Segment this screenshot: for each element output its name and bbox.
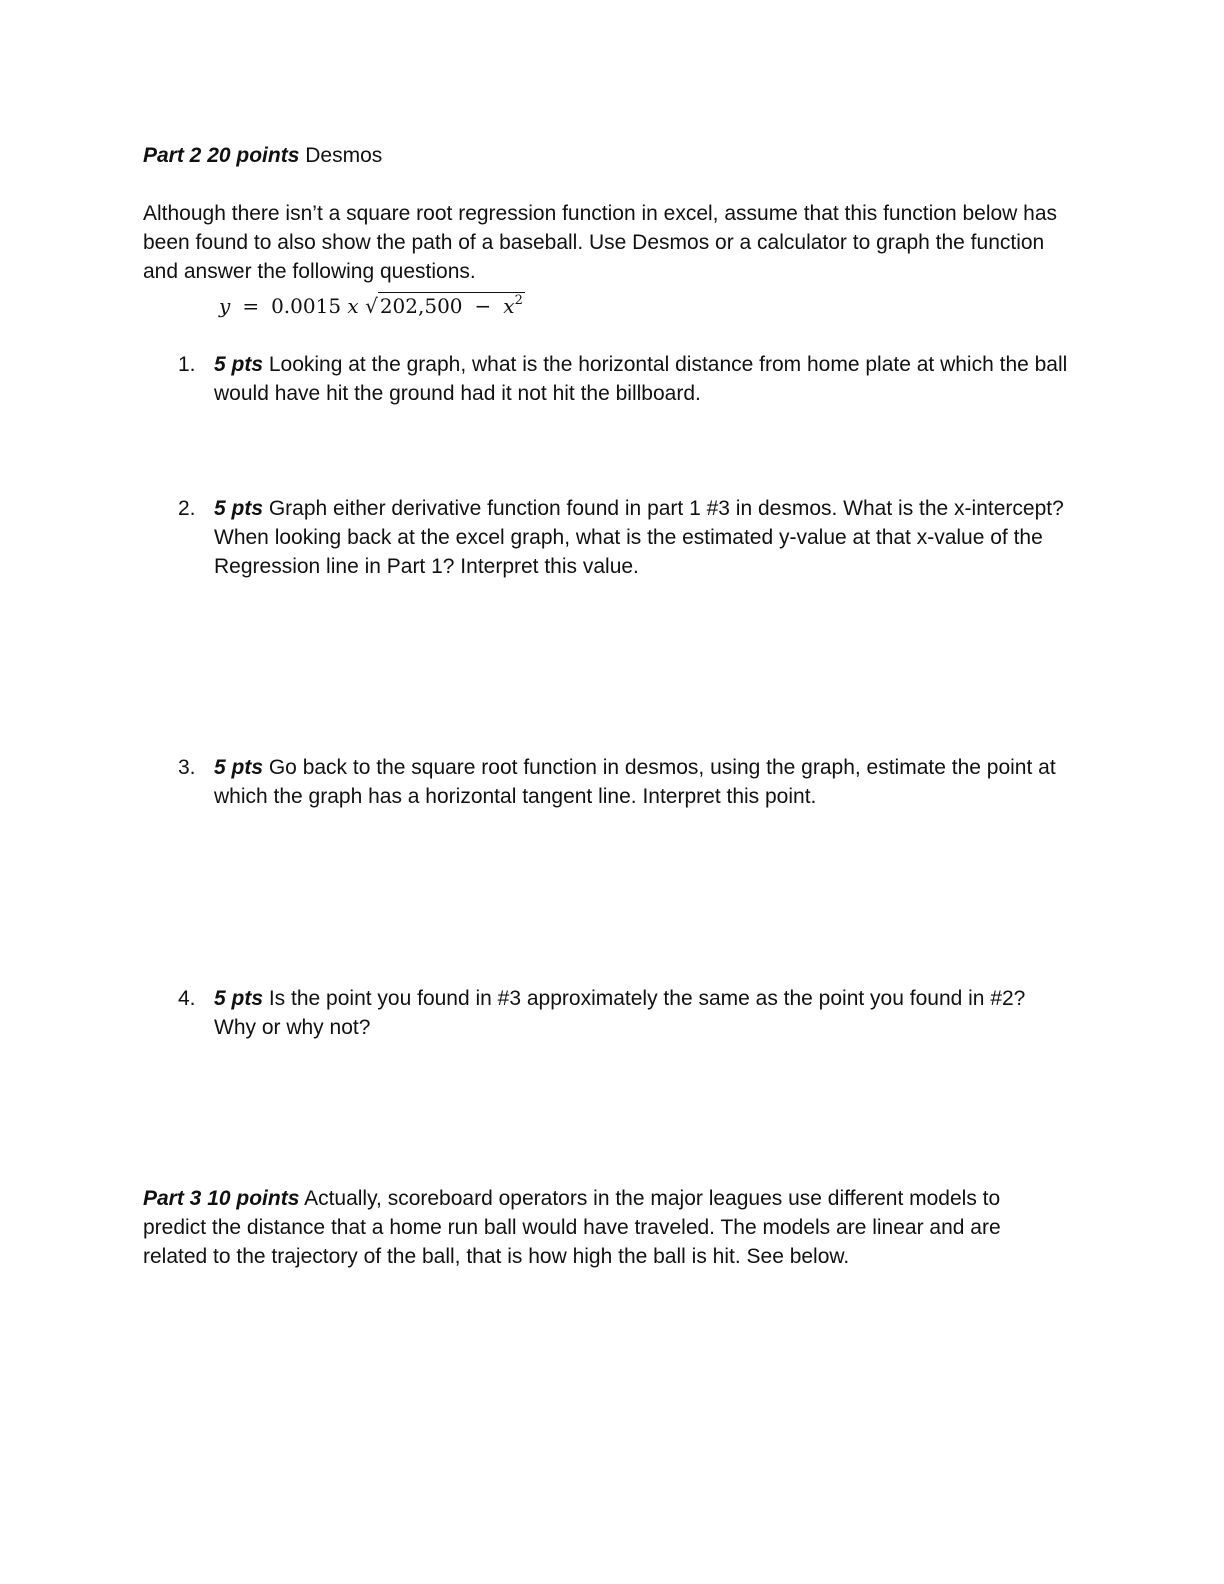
question-text <box>214 350 1068 408</box>
question-body: Looking at the graph, what is the horizontal distance from home plate at which the ball would have hit the ground had it not hit the billboard. <box>214 353 1068 405</box>
equation-equals: = <box>242 294 260 318</box>
equation-lhs: y <box>219 294 231 318</box>
question-number: 3. <box>178 756 196 779</box>
question-text <box>214 494 1068 581</box>
question-body: Is the point you found in #3 approximately the same as the point you found in #2? Why or why not? <box>214 987 1026 1039</box>
part3-paragraph <box>143 1184 1068 1271</box>
question-1 <box>178 350 1068 408</box>
question-points: 5 pts <box>214 353 264 376</box>
part3-text: Actually, scoreboard operators in the major leagues use different models to predict the distance that a home run ball would have traveled. The models are linear and are related to the trajectory of the ball, that is how high the ball is hit. See below. <box>143 1187 1001 1268</box>
part3-heading-bold: Part 3 10 points <box>143 1187 300 1210</box>
radicand-constant: 202,500 <box>379 294 463 318</box>
part2-heading <box>143 141 1073 170</box>
radicand <box>378 292 525 319</box>
equation-variable: x <box>347 294 359 318</box>
question-points: 5 pts <box>214 756 264 779</box>
square-root <box>365 290 525 322</box>
part2-heading-bold: Part 2 20 points <box>143 144 300 167</box>
radicand-minus: − <box>474 294 492 318</box>
question-number: 1. <box>178 353 196 376</box>
question-body: Go back to the square root function in desmos, using the graph, estimate the point at which the graph has a horizontal tangent line. Interpret this point. <box>214 756 1056 808</box>
part2-heading-rest: Desmos <box>299 144 383 167</box>
radicand-variable: x <box>503 294 515 318</box>
question-number: 2. <box>178 497 196 520</box>
question-3 <box>178 753 1068 811</box>
question-text <box>214 753 1068 811</box>
equation-coefficient: 0.0015 <box>271 294 342 318</box>
question-body: Graph either derivative function found in part 1 #3 in desmos. What is the x-intercept? When looking back at the excel graph, what is the estimated y-value at that x-value of the Regression line in Part 1? Interpret this value. <box>214 497 1064 578</box>
question-number: 4. <box>178 987 196 1010</box>
question-2 <box>178 494 1068 581</box>
question-points: 5 pts <box>214 987 264 1010</box>
question-text <box>214 984 1068 1042</box>
question-4 <box>178 984 1068 1042</box>
question-points: 5 pts <box>214 497 264 520</box>
part2-intro: Although there isn’t a square root regression function in excel, assume that this function below has been found to also show the path of a baseball. Use Desmos or a calculator to graph the function and answer the following questions. <box>143 202 1058 283</box>
function-equation <box>219 290 525 322</box>
radical-sign-icon: √ <box>365 294 378 318</box>
radicand-exponent: 2 <box>514 293 523 308</box>
